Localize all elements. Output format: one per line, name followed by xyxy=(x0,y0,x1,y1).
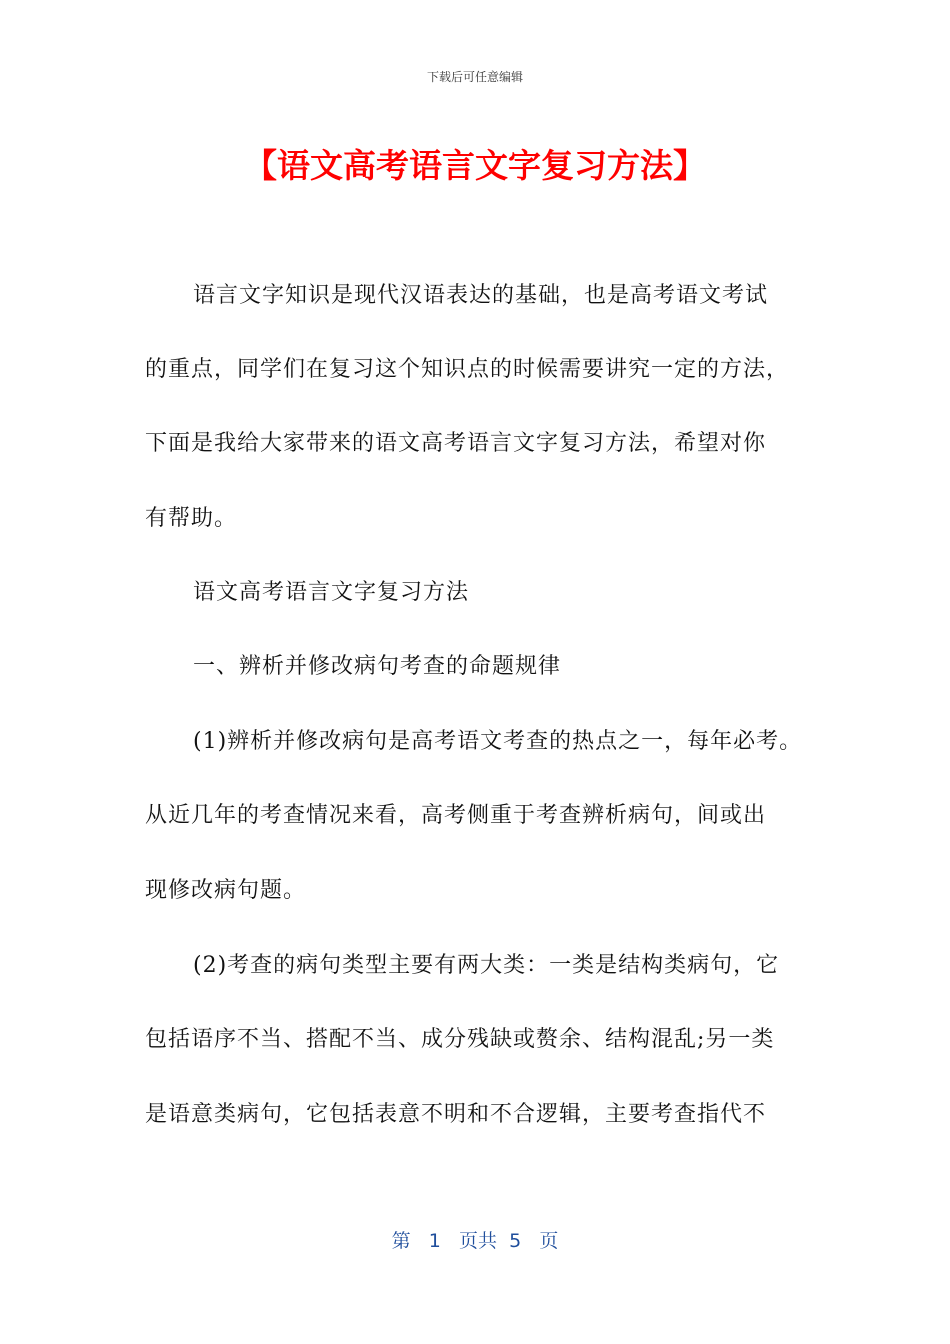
paragraph-line: 是语意类病句，它包括表意不明和不合逻辑，主要考查指代不 xyxy=(145,1102,767,1127)
paragraph-line: 现修改病句题。 xyxy=(145,878,307,903)
footer-suffix: 页 xyxy=(539,1230,559,1252)
page-footer xyxy=(0,1226,950,1253)
section-heading: 一、辨析并修改病句考查的命题规律 xyxy=(193,654,562,679)
footer-current-page: 1 xyxy=(428,1230,441,1252)
paragraph-line: 从近几年的考查情况来看，高考侧重于考查辨析病句，间或出 xyxy=(145,803,767,828)
footer-total-pages: 5 xyxy=(509,1230,522,1252)
paragraph-line: 的重点，同学们在复习这个知识点的时候需要讲究一定的方法， xyxy=(145,357,790,382)
document-title: 【语文高考语言文字复习方法】 xyxy=(244,146,706,185)
paragraph-line: (1)辨析并修改病句是高考语文考查的热点之一，每年必考。 xyxy=(193,729,803,754)
paragraph-line: 有帮助。 xyxy=(145,506,238,531)
footer-middle: 页共 xyxy=(459,1230,498,1252)
paragraph-line: 语言文字知识是现代汉语表达的基础，也是高考语文考试 xyxy=(193,283,769,308)
header-note: 下载后可任意编辑 xyxy=(426,70,523,84)
section-heading: 语文高考语言文字复习方法 xyxy=(193,580,470,605)
paragraph-line: 包括语序不当、搭配不当、成分残缺或赘余、结构混乱;另一类 xyxy=(145,1027,775,1052)
paragraph-line: (2)考查的病句类型主要有两大类：一类是结构类病句，它 xyxy=(193,953,780,978)
footer-prefix: 第 xyxy=(391,1230,411,1252)
paragraph-line: 下面是我给大家带来的语文高考语言文字复习方法，希望对你 xyxy=(145,431,767,456)
